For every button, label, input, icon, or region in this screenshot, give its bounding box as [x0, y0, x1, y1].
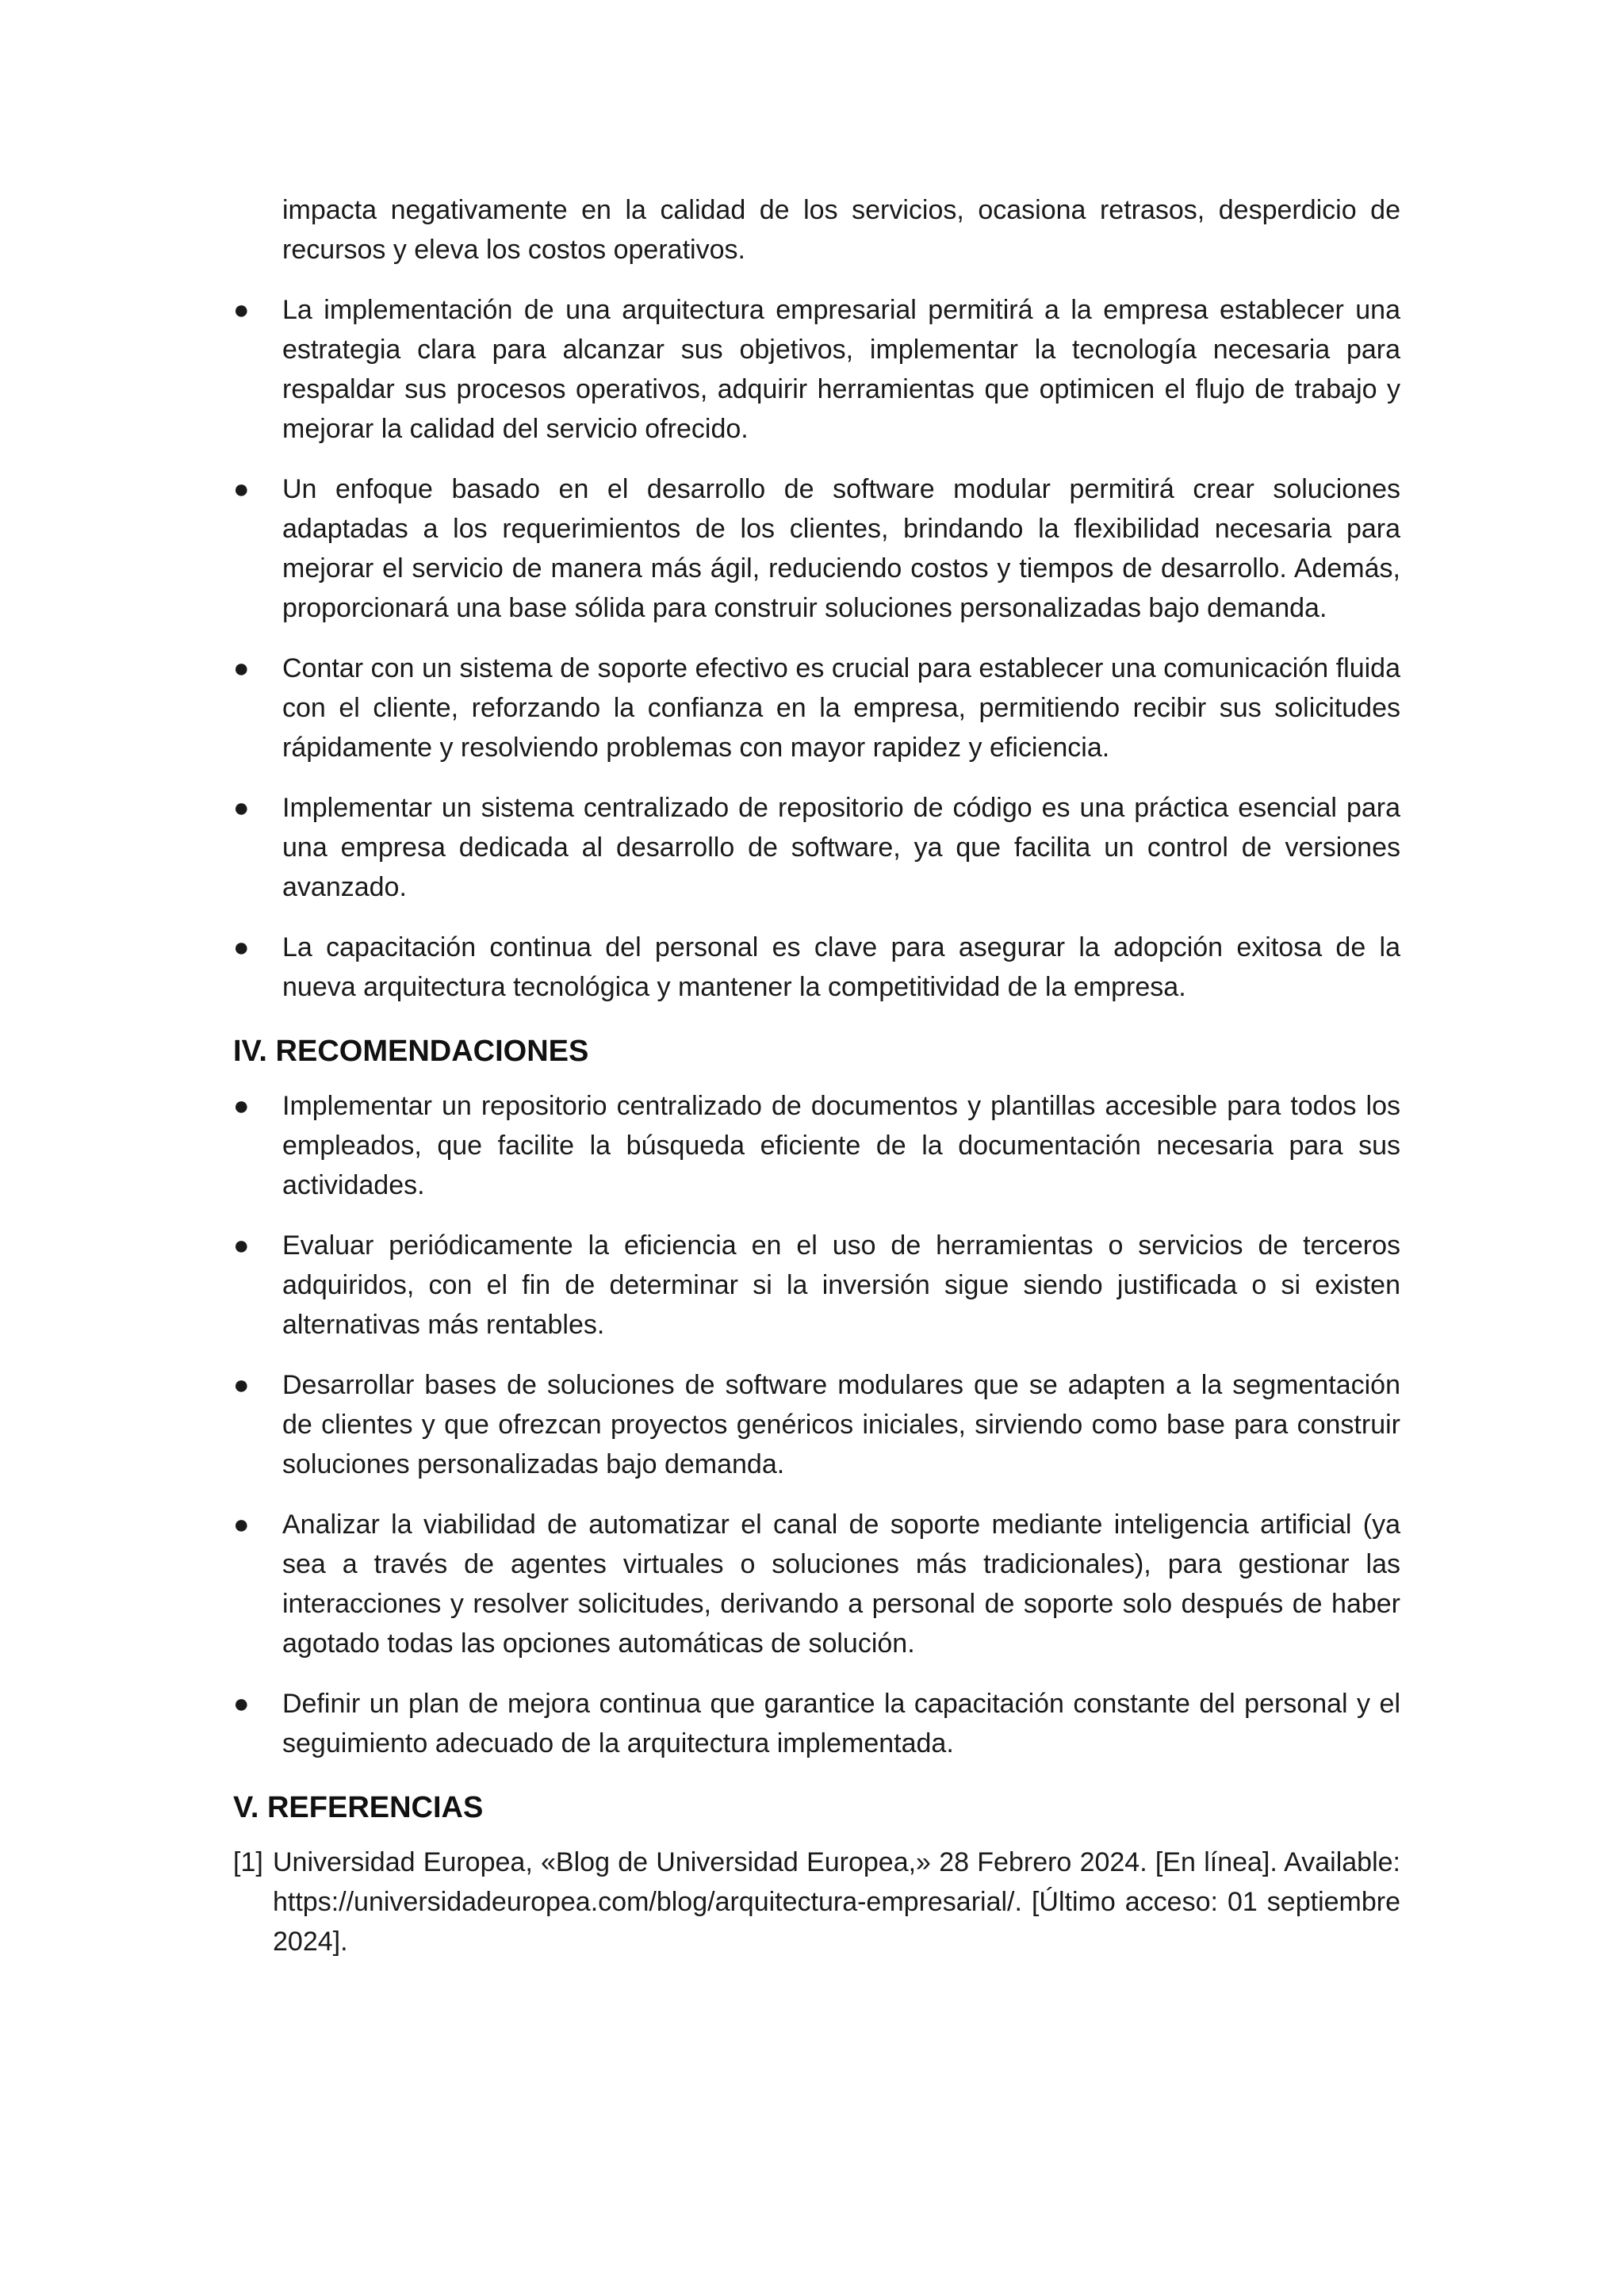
reference-text: Universidad Europea, «Blog de Universidad Europea,» 28 Febrero 2024. [En línea]. Available: https://universidadeuropea.com/blog/arquitectura-empresarial/. [Último acceso: 01 septiembre 2024].	[273, 1847, 1400, 1957]
list-item	[233, 290, 1400, 449]
list-item	[233, 469, 1400, 628]
list-item	[233, 1505, 1400, 1663]
list-item-text: La capacitación continua del personal es clave para asegurar la adopción exitosa de la nueva arquitectura tecnológica y mantener la competitividad de la empresa.	[282, 932, 1400, 1002]
reference-number: [1]	[233, 1847, 263, 1877]
bullet-icon: ●	[233, 932, 250, 962]
bullet-icon: ●	[233, 295, 250, 325]
document-page	[233, 190, 1400, 1961]
list-item-text: Un enfoque basado en el desarrollo de software modular permitirá crear soluciones adaptadas a los requerimientos de los clientes, brindando la flexibilidad necesaria para mejorar el servicio de manera más ágil, reduciendo costos y tiempos de desarrollo. Además, proporcionará una base sólida para construir soluciones personalizadas bajo demanda.	[282, 474, 1400, 623]
bullet-icon: ●	[233, 1510, 250, 1540]
list-item-text: Desarrollar bases de soluciones de software modulares que se adapten a la segmentación de clientes y que ofrezcan proyectos genéricos iniciales, sirviendo como base para construir soluciones personalizadas bajo demanda.	[282, 1370, 1400, 1479]
list-item	[233, 1086, 1400, 1205]
reference-entry	[233, 1843, 1400, 1961]
bullet-icon: ●	[233, 1689, 250, 1719]
list-item-text: Implementar un sistema centralizado de repositorio de código es una práctica esencial para una empresa dedicada al desarrollo de software, ya que facilita un control de versiones avanzado.	[282, 793, 1400, 902]
list-item-text: Contar con un sistema de soporte efectivo es crucial para establecer una comunicación fluida con el cliente, reforzando la confianza en la empresa, permitiendo recibir sus solicitudes rápidamente y resolviendo problemas con mayor rapidez y eficiencia.	[282, 653, 1400, 763]
list-item	[233, 649, 1400, 767]
bullet-icon: ●	[233, 793, 250, 823]
bullet-icon: ●	[233, 474, 250, 504]
recommendations-list	[233, 1086, 1400, 1763]
bullet-icon: ●	[233, 1091, 250, 1121]
list-item	[233, 928, 1400, 1007]
list-item	[233, 1684, 1400, 1763]
list-item-text: Evaluar periódicamente la eficiencia en el uso de herramientas o servicios de terceros adquiridos, con el fin de determinar si la inversión sigue siendo justificada o si existen alternativas más rentables.	[282, 1230, 1400, 1340]
list-item-text: La implementación de una arquitectura empresarial permitirá a la empresa establecer una estrategia clara para alcanzar sus objetivos, implementar la tecnología necesaria para respaldar sus procesos operativos, adquirir herramientas que optimicen el flujo de trabajo y mejorar la calidad del servicio ofrecido.	[282, 295, 1400, 444]
conclusions-list	[233, 290, 1400, 1007]
bullet-icon: ●	[233, 1230, 250, 1261]
list-item-text: Analizar la viabilidad de automatizar el canal de soporte mediante inteligencia artificial (ya sea a través de agentes virtuales o soluciones más tradicionales), para gestionar las interacciones y resolver solicitudes, derivando a personal de soporte solo después de haber agotado todas las opciones automáticas de solución.	[282, 1510, 1400, 1659]
bullet-icon: ●	[233, 653, 250, 683]
recommendations-heading: IV. RECOMENDACIONES	[233, 1035, 589, 1068]
bullet-icon: ●	[233, 1370, 250, 1400]
list-item	[233, 1365, 1400, 1484]
list-item	[233, 788, 1400, 907]
references-heading: V. REFERENCIAS	[233, 1791, 484, 1824]
list-item-text: Definir un plan de mejora continua que garantice la capacitación constante del personal y el seguimiento adecuado de la arquitectura implementada.	[282, 1689, 1400, 1758]
intro-continuation-paragraph: impacta negativamente en la calidad de los servicios, ocasiona retrasos, desperdicio de recursos y eleva los costos operativos.	[282, 195, 1400, 265]
list-item	[233, 1226, 1400, 1345]
list-item-text: Implementar un repositorio centralizado de documentos y plantillas accesible para todos los empleados, que facilite la búsqueda eficiente de la documentación necesaria para sus actividades.	[282, 1091, 1400, 1200]
